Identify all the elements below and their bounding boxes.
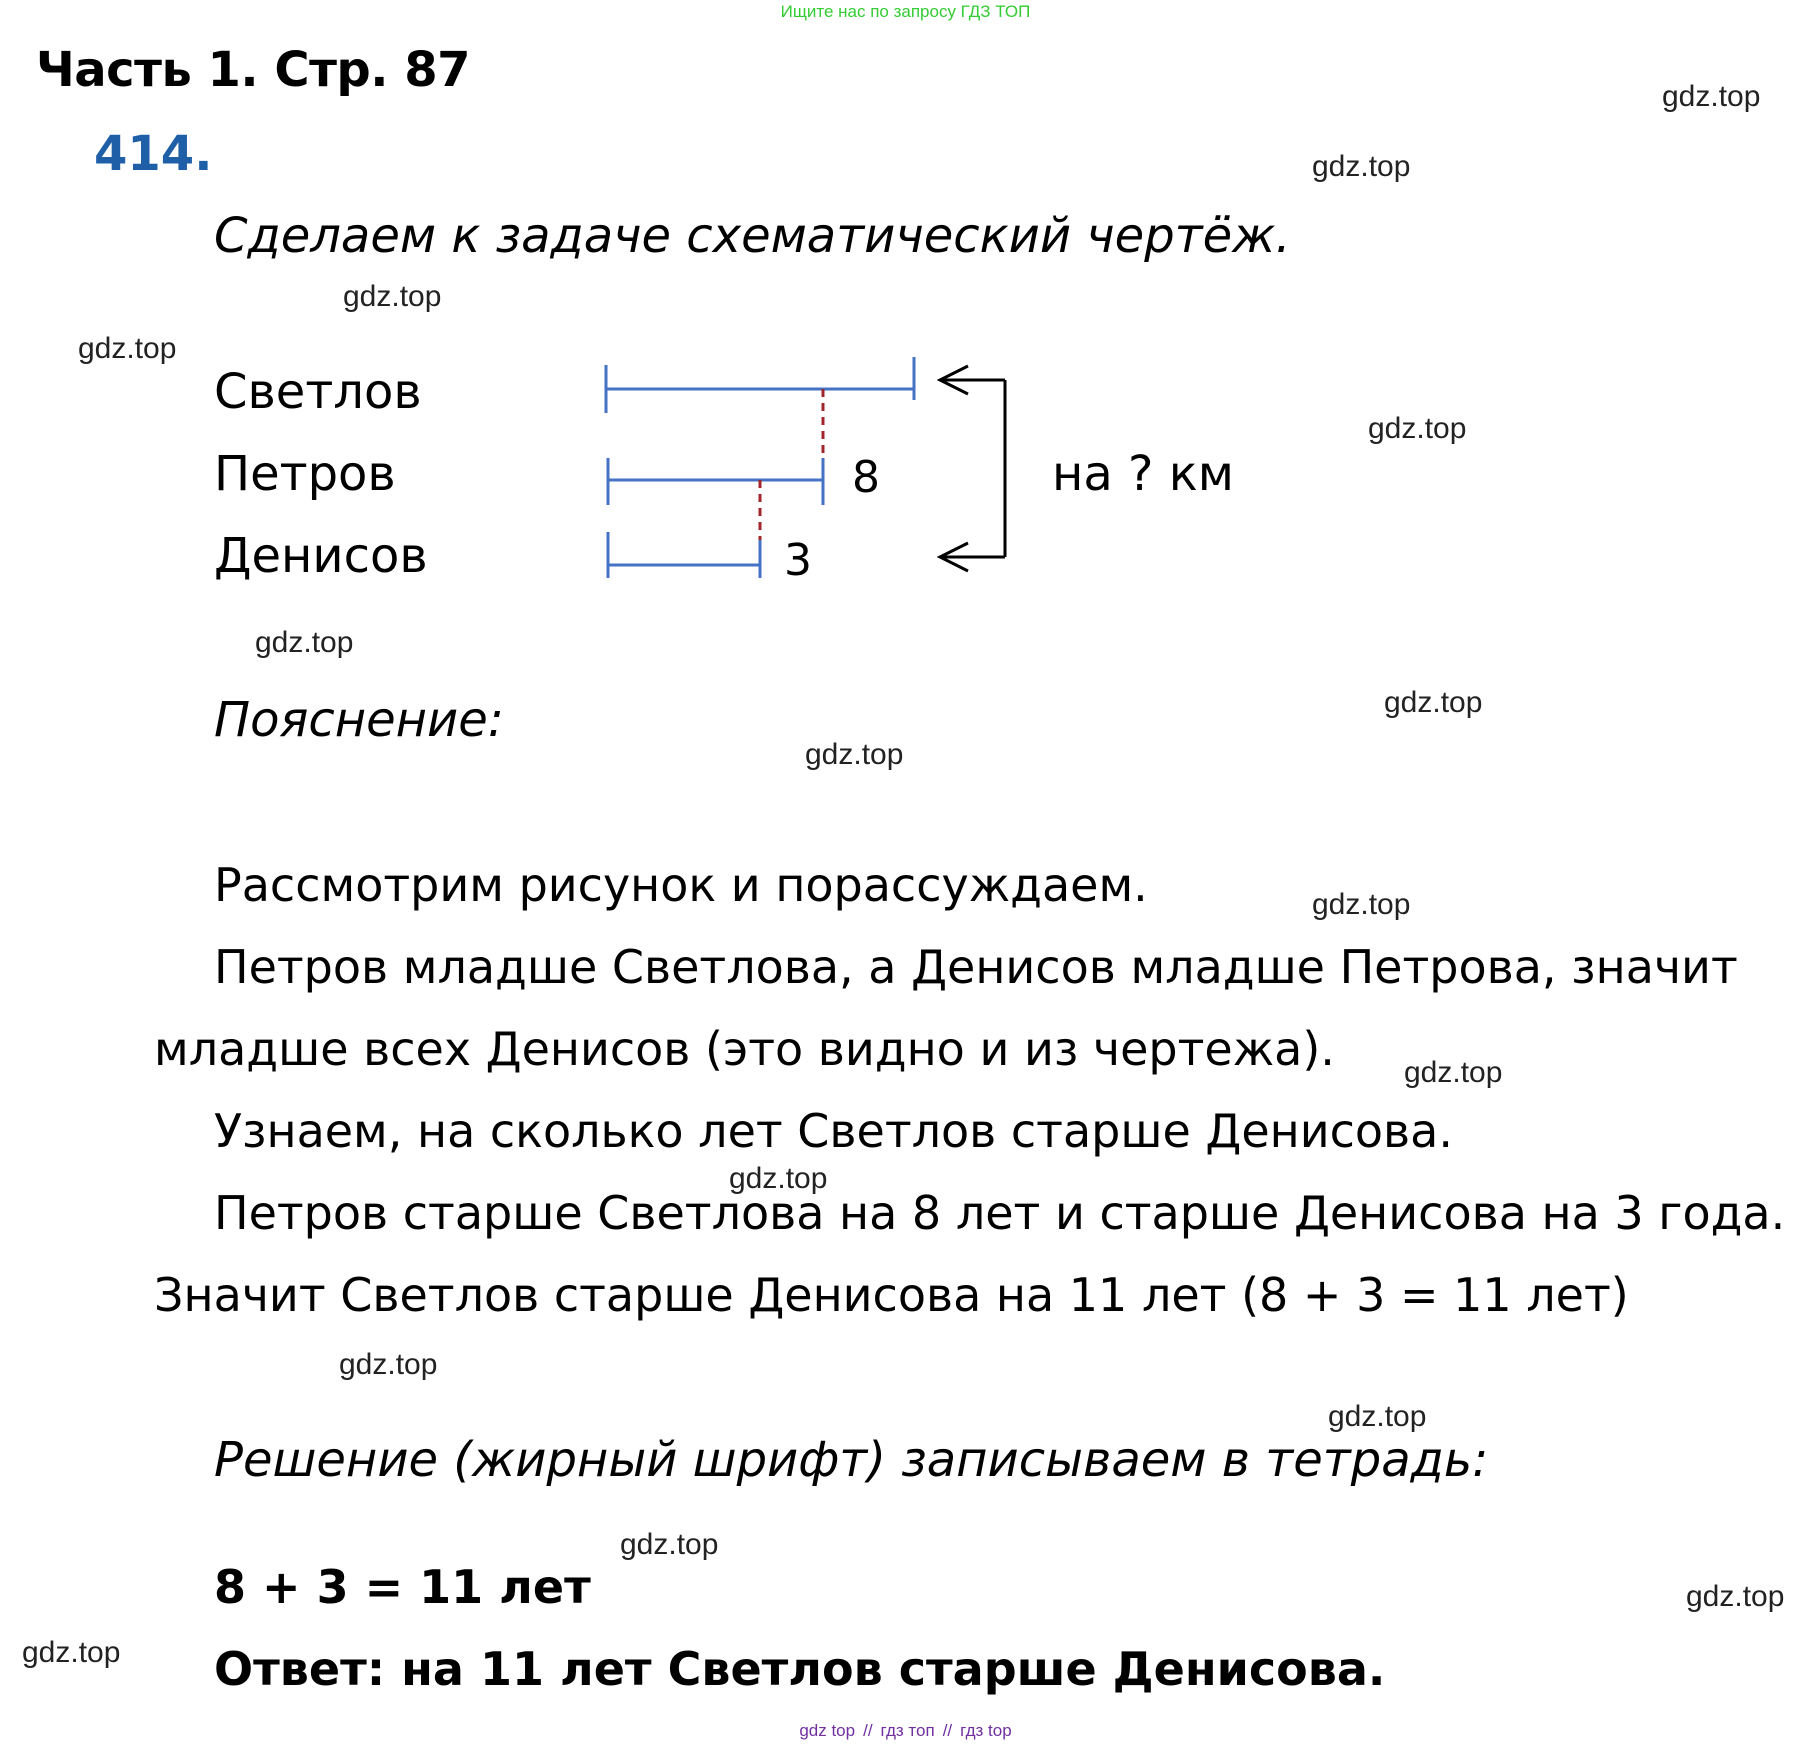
watermark: gdz.top — [22, 1636, 121, 1669]
watermark: gdz.top — [1384, 686, 1483, 719]
answer-line: Ответ: на 11 лет Светлов старше Денисова. — [214, 1642, 1386, 1696]
segment-denisov — [608, 532, 760, 578]
segment-svetlov — [606, 357, 914, 413]
difference-bracket — [940, 366, 1005, 571]
arrow-head-top — [940, 366, 968, 394]
explanation-line-1: Рассмотрим рисунок и порассуждаем. — [214, 858, 1148, 912]
watermark: gdz.top — [1662, 80, 1761, 113]
explanation-line-3: младше всех Денисов (это видно и из чертежа). — [154, 1022, 1335, 1076]
watermark: gdz.top — [343, 280, 442, 313]
watermark: gdz.top — [1404, 1056, 1503, 1089]
question-label: на ? км — [1052, 446, 1234, 502]
watermark: gdz.top — [805, 738, 904, 771]
watermark: gdz.top — [339, 1348, 438, 1381]
solution-equation: 8 + 3 = 11 лет — [214, 1560, 591, 1614]
bottom-banner-item: gdz top — [799, 1721, 856, 1740]
explanation-line-6: Значит Светлов старше Денисова на 11 лет (8 + 3 = 11 лет) — [154, 1268, 1629, 1322]
task-number: 414. — [94, 126, 213, 182]
bottom-banner-item: гдз top — [960, 1721, 1012, 1740]
page-heading: Часть 1. Стр. 87 — [36, 42, 471, 98]
watermark: gdz.top — [255, 626, 354, 659]
watermark: gdz.top — [1328, 1400, 1427, 1433]
label-3: 3 — [784, 535, 812, 586]
watermark: gdz.top — [1312, 888, 1411, 921]
bottom-banner-item: гдз топ — [880, 1721, 935, 1740]
name-petrov: Петров — [214, 446, 396, 502]
arrow-head-bottom — [940, 543, 968, 571]
explanation-line-2: Петров младше Светлова, а Денисов младше Петрова, значит — [214, 940, 1738, 994]
label-8: 8 — [852, 452, 880, 503]
explanation-title: Пояснение: — [214, 692, 504, 748]
explanation-line-4: Узнаем, на сколько лет Светлов старше Денисова. — [214, 1104, 1453, 1158]
intro-text: Сделаем к задаче схематический чертёж. — [214, 208, 1291, 264]
watermark: gdz.top — [1312, 150, 1411, 183]
top-banner: Ищите нас по запросу ГДЗ ТОП — [780, 2, 1031, 21]
name-svetlov: Светлов — [214, 364, 422, 420]
watermark: gdz.top — [729, 1162, 828, 1195]
name-denisov: Денисов — [214, 528, 428, 584]
watermark: gdz.top — [1368, 412, 1467, 445]
watermark: gdz.top — [1686, 1580, 1785, 1613]
bottom-banner: gdz top // гдз топ // гдз top — [799, 1721, 1012, 1740]
watermark: gdz.top — [78, 332, 177, 365]
solution-title: Решение (жирный шрифт) записываем в тетрадь: — [214, 1432, 1489, 1488]
segment-petrov — [608, 458, 823, 505]
explanation-line-5: Петров старше Светлова на 8 лет и старше Денисова на 3 года. — [214, 1186, 1786, 1240]
watermark: gdz.top — [620, 1528, 719, 1561]
